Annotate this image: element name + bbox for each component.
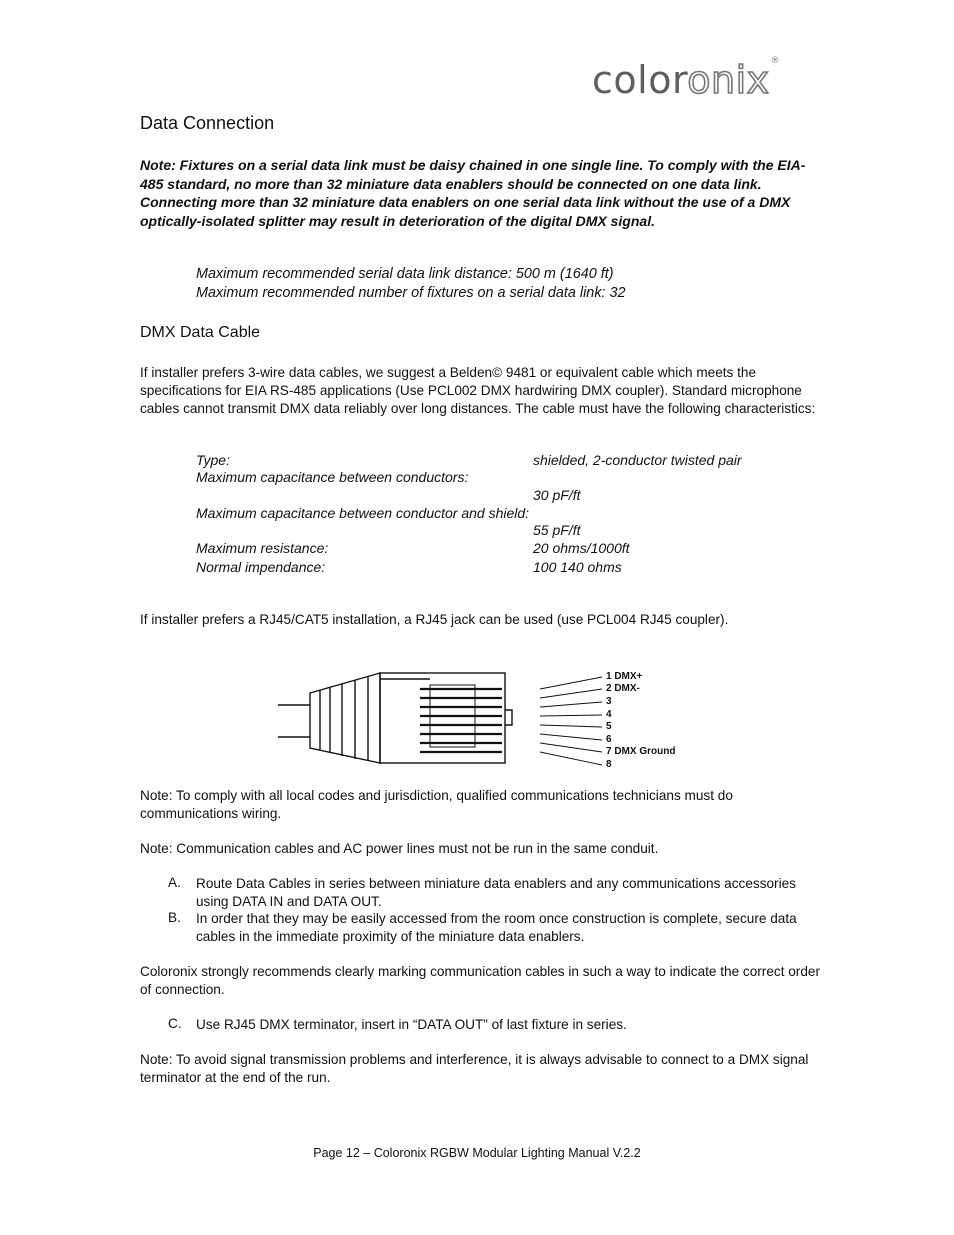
spec-resistance-label: Maximum resistance: (196, 540, 329, 556)
terminator-note: Note: To avoid signal transmission problems and interference, it is always advisable to connect to a DMX signal terminator at the end of the run. (140, 1052, 809, 1085)
logo-text-color: color (592, 58, 688, 102)
pin-label: 5 (606, 721, 612, 732)
rj45-paragraph: If installer prefers a RJ45/CAT5 installation, a RJ45 jack can be used (use PCL004 RJ45 coupler). (140, 612, 729, 627)
spec-cap-conductors-label: Maximum capacitance between conductors: (196, 469, 469, 485)
spec-cap-shield-value: 55 pF/ft (533, 522, 581, 538)
spec-impedance-value: 100 140 ohms (533, 559, 622, 575)
connector-body (278, 673, 512, 763)
pin-label: 2 DMX- (606, 683, 640, 694)
daisy-chain-note: Note: Fixtures on a serial data link must be daisy chained in one single line. To comply with the EIA-485 standard, no more than 32 miniature data enablers should be connected on one data link. Connecting more than 32 miniature data enablers on one serial data link without the use of a DMX optically-isolated splitter may result in deterioration of the digital DMX signal. (140, 157, 806, 229)
list-marker-a: A. (168, 875, 181, 890)
marking-paragraph: Coloronix strongly recommends clearly marking communication cables in such a way to indicate the correct order of connection. (140, 964, 820, 997)
spec-cap-shield-label: Maximum capacitance between conductor and shield: (196, 505, 530, 521)
pin-label: 6 (606, 734, 612, 745)
list-item-c: Use RJ45 DMX terminator, insert in “DATA OUT” of last fixture in series. (196, 1017, 627, 1032)
logo-text-o: o (687, 58, 711, 102)
connector-contacts (420, 689, 502, 752)
list-item-a: Route Data Cables in series between miniature data enablers and any communications accessories using DATA IN and DATA OUT. (196, 876, 796, 909)
spec-impedance-label: Normal impendance: (196, 559, 326, 575)
pin-label: 7 DMX Ground (606, 746, 676, 757)
spec-type-value: shielded, 2-conductor twisted pair (533, 452, 742, 468)
list-marker-b: B. (168, 910, 181, 925)
spec-cap-conductors-value: 30 pF/ft (533, 487, 581, 503)
registered-mark: ® (770, 56, 781, 67)
list-item-b: In order that they may be easily accessed from the room once construction is complete, secure data cables in the immediate proximity of the miniature data enablers. (196, 911, 797, 944)
list-marker-c: C. (168, 1016, 182, 1031)
pin-label: 8 (606, 759, 612, 770)
pin-label: 3 (606, 696, 612, 707)
section-heading: Data Connection (140, 113, 275, 133)
max-distance-text: Maximum recommended serial data link distance: 500 m (1640 ft) (196, 266, 614, 282)
coloronix-logo (592, 58, 779, 102)
spec-type-label: Type: (196, 452, 230, 468)
pin-label: 4 (606, 709, 612, 720)
conduit-note: Note: Communication cables and AC power lines must not be run in the same conduit. (140, 841, 659, 856)
logo-text-nix: nix (711, 58, 770, 102)
page-footer: Page 12 – Coloronix RGBW Modular Lighting Manual V.2.2 (313, 1146, 641, 1160)
codes-note: Note: To comply with all local codes and jurisdiction, qualified communications technicians must do communications wiring. (140, 788, 733, 821)
cable-paragraph: If installer prefers 3-wire data cables, we suggest a Belden© 9481 or equivalent cable which meets the specifications for EIA RS-485 applications (Use PCL002 DMX hardwiring DMX coupler). Standard microphone cables cannot transmit DMX data reliably over long distances. The cable must have the following characteristics: (140, 365, 816, 416)
subsection-heading: DMX Data Cable (140, 324, 261, 341)
max-fixtures-text: Maximum recommended number of fixtures on a serial data link: 32 (196, 285, 626, 301)
pin-label: 1 DMX+ (606, 671, 643, 682)
pin-leader-lines (540, 677, 602, 765)
spec-resistance-value: 20 ohms/1000ft (533, 540, 630, 556)
